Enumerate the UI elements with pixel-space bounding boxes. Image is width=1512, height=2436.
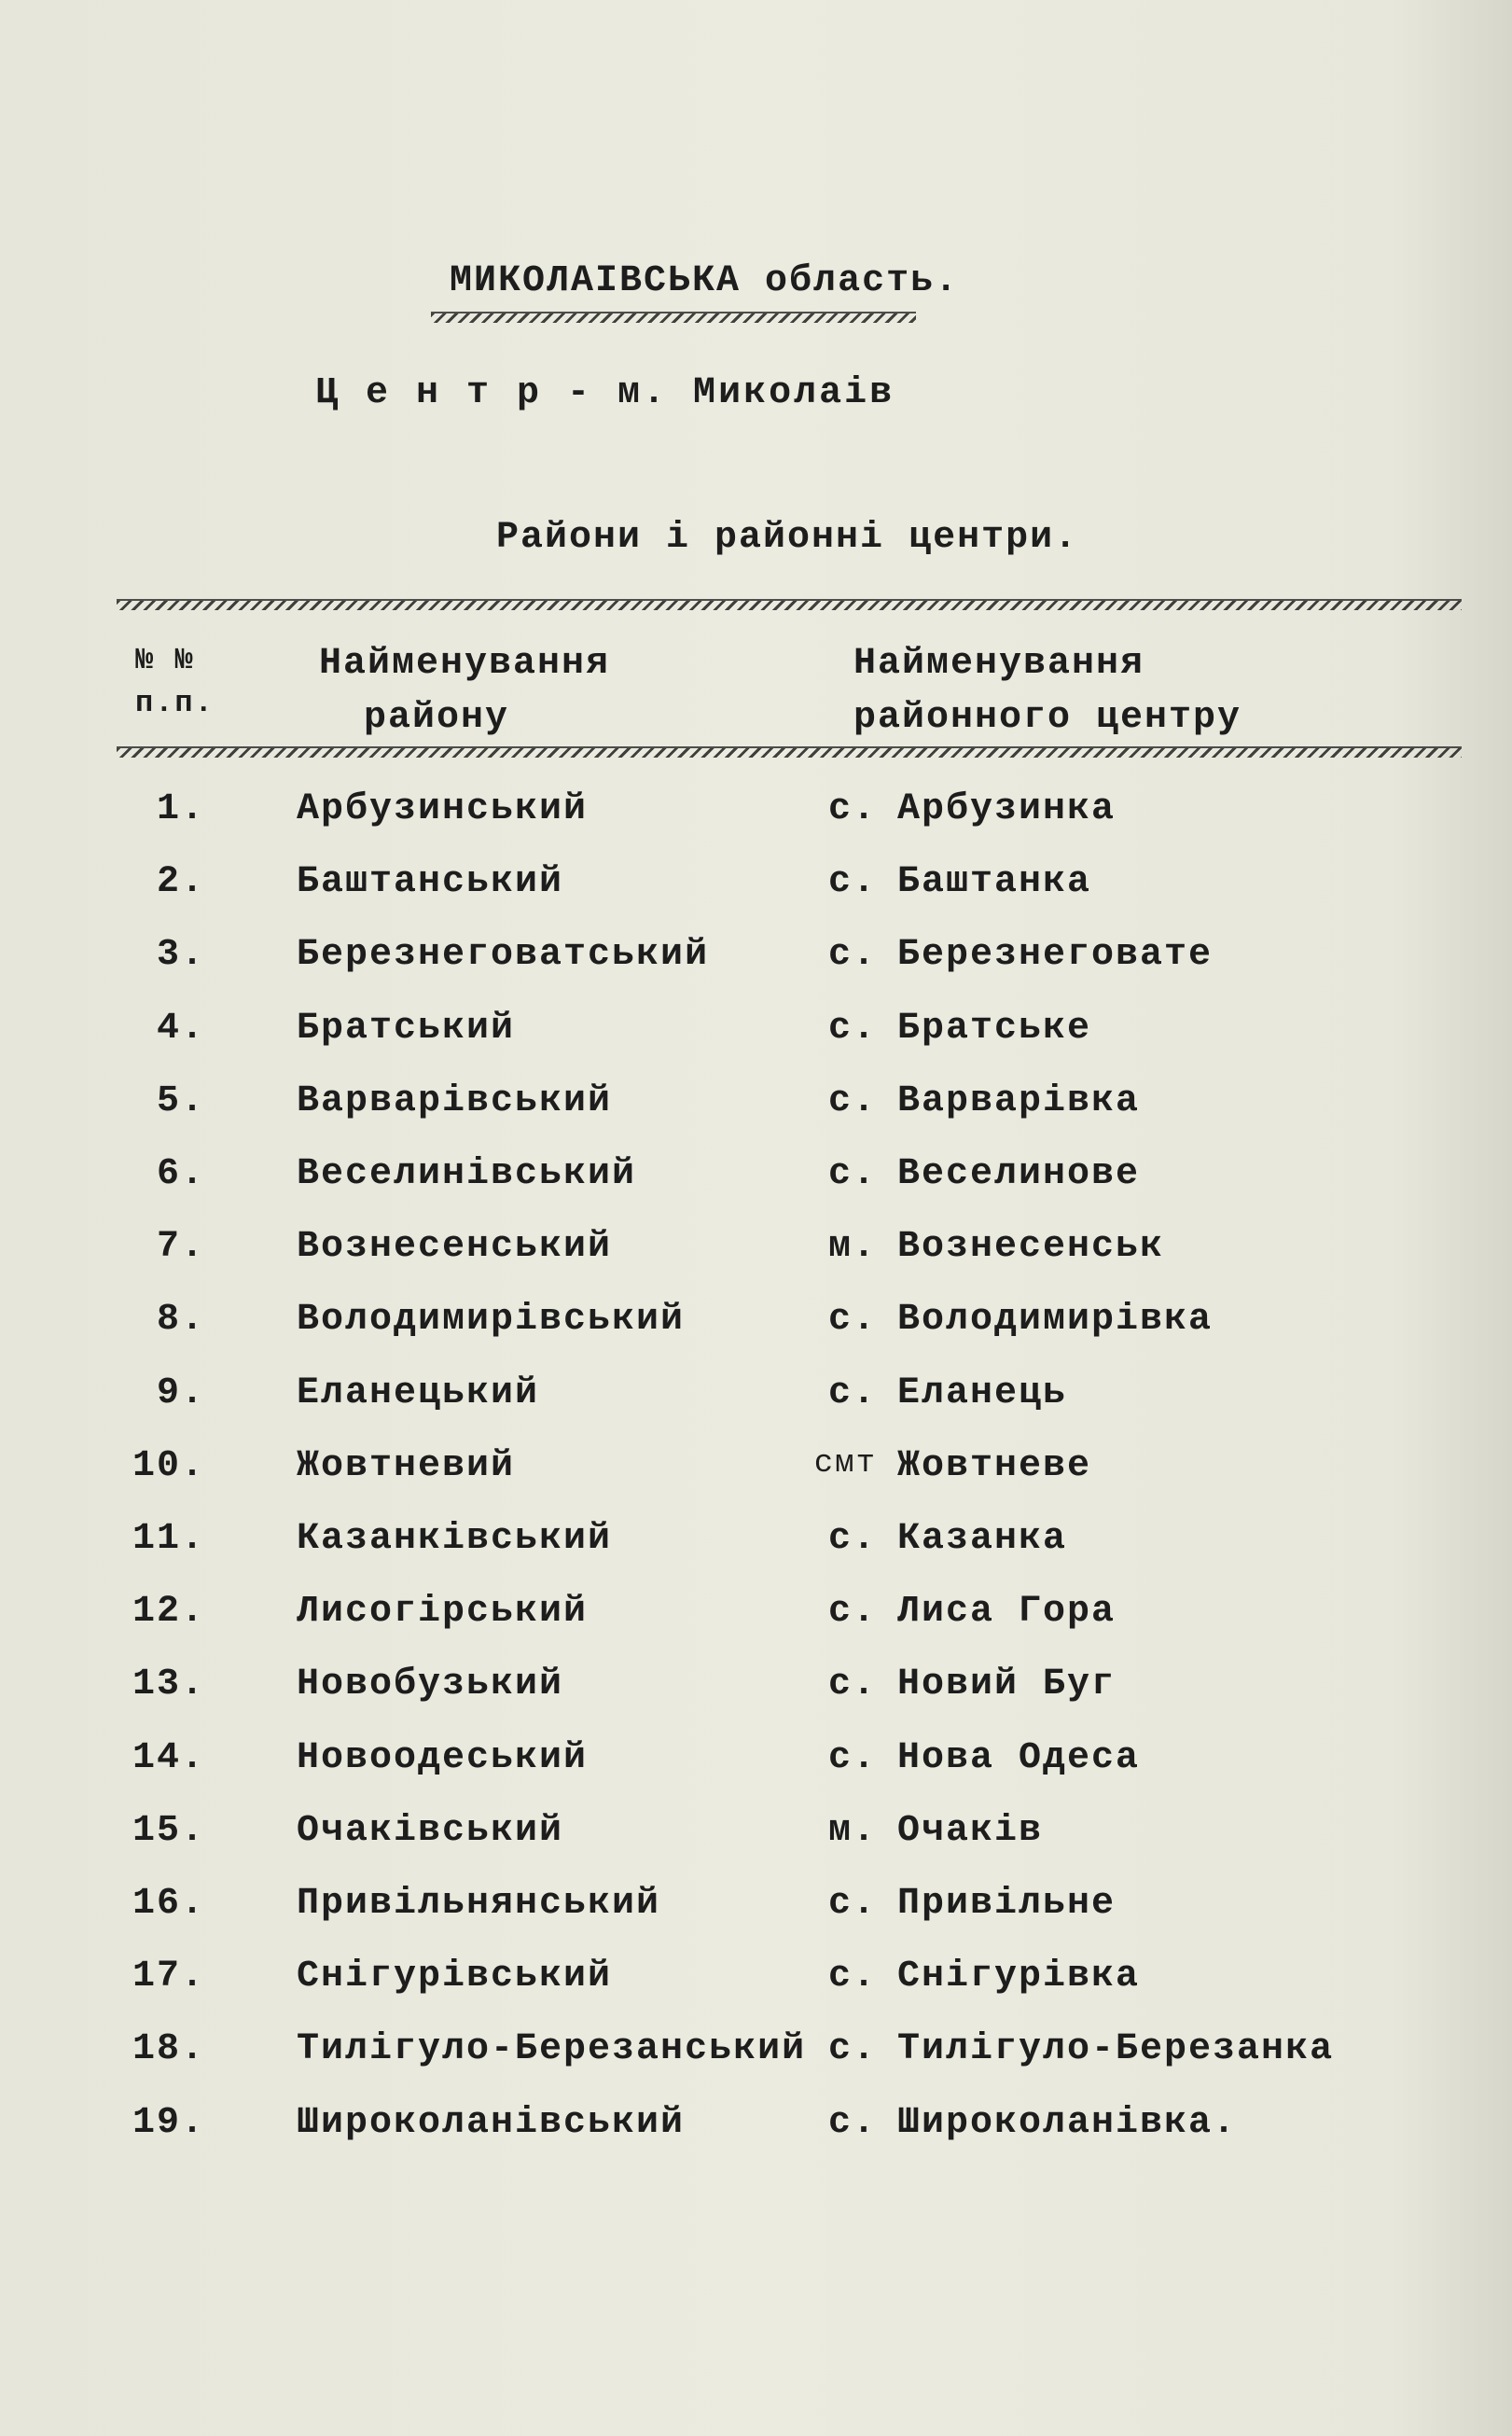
district-name: Варварівський <box>297 1079 613 1122</box>
row-number: 8. <box>156 1299 205 1342</box>
settlement-type: с. <box>827 1299 877 1342</box>
district-centre: Новий Буг <box>897 1663 1117 1706</box>
settlement-type: с. <box>827 2028 877 2071</box>
district-centre: Очаків <box>897 1809 1044 1852</box>
col-district-line1: Найменування <box>319 643 611 685</box>
row-number: 1. <box>156 788 205 830</box>
row-number: 5. <box>156 1079 205 1122</box>
district-centre: Лиса Гора <box>897 1591 1117 1634</box>
centre-line: Ц е н т р - м. Миколаів <box>315 372 895 414</box>
settlement-type: с. <box>827 1079 877 1122</box>
row-number: 3. <box>156 934 205 977</box>
row-number: 2. <box>156 861 205 904</box>
table-header-rule <box>117 746 1462 758</box>
table-row <box>0 2028 1512 2087</box>
district-centre: Снігурівка <box>897 1956 1141 1998</box>
district-name: Снігурівський <box>297 1956 613 1998</box>
district-centre: Тилігуло-Березанка <box>897 2028 1335 2071</box>
district-centre: Веселинове <box>897 1153 1141 1195</box>
table-row <box>0 1591 1512 1650</box>
title-underline <box>431 312 916 323</box>
district-name: Казанківський <box>297 1518 613 1560</box>
district-name: Веселинівський <box>297 1153 637 1195</box>
row-number: 7. <box>156 1226 205 1269</box>
document-title: МИКОЛАІВСЬКА область. <box>450 260 960 302</box>
settlement-type: с. <box>827 1007 877 1050</box>
district-centre: Володимирівка <box>897 1299 1214 1342</box>
district-name: Широколанівський <box>297 2101 686 2144</box>
district-name: Жовтневий <box>297 1444 516 1487</box>
settlement-type: с. <box>827 1153 877 1195</box>
table-row <box>0 788 1512 847</box>
district-centre: Баштанка <box>897 861 1092 904</box>
table-row <box>0 934 1512 993</box>
table-row <box>0 1883 1512 1942</box>
district-name: Баштанський <box>297 861 564 904</box>
district-name: Березнеговатський <box>297 934 710 977</box>
settlement-type: с. <box>827 1663 877 1706</box>
district-name: Арбузинський <box>297 788 589 830</box>
settlement-type: с. <box>827 1591 877 1634</box>
settlement-type: с. <box>827 1736 877 1779</box>
settlement-type: с. <box>827 1518 877 1560</box>
settlement-type: смт <box>813 1445 877 1482</box>
row-number: 10. <box>132 1444 205 1487</box>
district-name: Привільнянський <box>297 1883 661 1925</box>
district-name: Лисогірський <box>297 1591 589 1634</box>
table-row <box>0 1809 1512 1869</box>
settlement-type: с. <box>827 1956 877 1998</box>
row-number: 16. <box>132 1883 205 1925</box>
table-row <box>0 1958 1512 2014</box>
col-number-line1: № № <box>135 643 195 677</box>
district-centre: Еланець <box>897 1371 1068 1414</box>
district-centre: Широколанівка. <box>897 2101 1238 2144</box>
district-centre: Казанка <box>897 1518 1068 1560</box>
settlement-type: с. <box>827 788 877 830</box>
row-number: 13. <box>132 1663 205 1706</box>
row-number: 11. <box>132 1518 205 1560</box>
row-number: 6. <box>156 1153 205 1195</box>
table-top-rule <box>117 599 1462 610</box>
table-row <box>0 861 1512 920</box>
settlement-type: м. <box>827 1809 877 1852</box>
row-number: 15. <box>132 1809 205 1852</box>
district-name: Вознесенський <box>297 1226 613 1269</box>
row-number: 14. <box>132 1736 205 1779</box>
row-number: 9. <box>156 1371 205 1414</box>
district-name: Володимирівський <box>297 1299 686 1342</box>
settlement-type: с. <box>827 1371 877 1414</box>
settlement-type: м. <box>827 1226 877 1269</box>
settlement-type: с. <box>827 861 877 904</box>
table-row <box>0 1518 1512 1577</box>
district-name: Еланецький <box>297 1371 540 1414</box>
district-centre: Березнеговате <box>897 934 1214 977</box>
table-row <box>0 2101 1512 2161</box>
district-centre: Жовтневе <box>897 1444 1092 1487</box>
table-row <box>0 1663 1512 1722</box>
table-row <box>0 1299 1512 1357</box>
row-number: 18. <box>132 2028 205 2071</box>
col-centre-line1: Найменування <box>853 643 1145 685</box>
row-number: 17. <box>132 1956 205 1998</box>
row-number: 12. <box>132 1591 205 1634</box>
district-name: Очаківський <box>297 1809 564 1852</box>
district-name: Новоодеський <box>297 1736 589 1779</box>
district-centre: Привільне <box>897 1883 1117 1925</box>
district-centre: Нова Одеса <box>897 1736 1141 1779</box>
district-centre: Арбузинка <box>897 788 1117 830</box>
table-row <box>0 1007 1512 1066</box>
district-centre: Варварівка <box>897 1079 1141 1122</box>
district-name: Братський <box>297 1007 516 1050</box>
table-row <box>0 1079 1512 1139</box>
table-row <box>0 1444 1512 1504</box>
col-number-line2: п.п. <box>135 686 215 720</box>
district-name: Тилігуло-Березанський <box>297 2028 807 2071</box>
settlement-type: с. <box>827 934 877 977</box>
col-district-line2: району <box>364 697 510 739</box>
table-row <box>0 1371 1512 1431</box>
settlement-type: с. <box>827 2101 877 2144</box>
table-row <box>0 1736 1512 1796</box>
row-number: 19. <box>132 2101 205 2144</box>
row-number: 4. <box>156 1007 205 1050</box>
table-row <box>0 1153 1512 1212</box>
district-name: Новобузький <box>297 1663 564 1706</box>
district-centre: Вознесенськ <box>897 1226 1165 1269</box>
section-title: Райони і районні центри. <box>496 517 1079 559</box>
col-centre-line2: районного центру <box>853 697 1242 739</box>
table-row <box>0 1226 1512 1285</box>
settlement-type: с. <box>827 1883 877 1925</box>
district-centre: Братське <box>897 1007 1092 1050</box>
